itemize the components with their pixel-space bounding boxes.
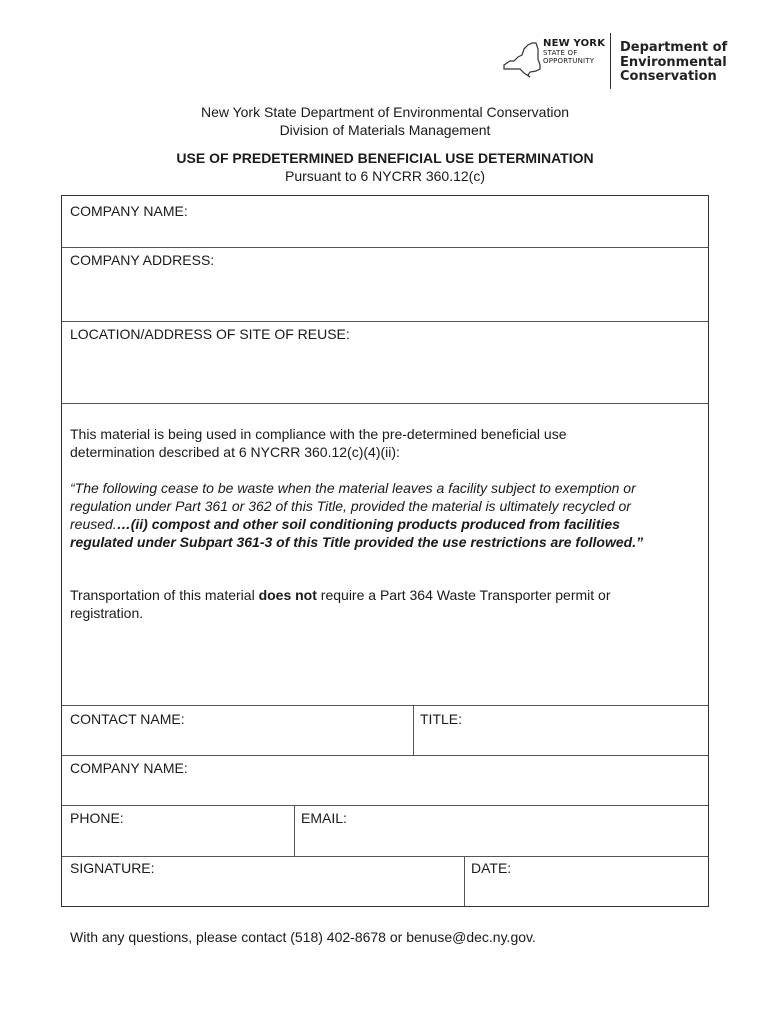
regulation-quote	[70, 479, 695, 551]
divider	[464, 856, 465, 906]
compliance-line: determination described at 6 NYCRR 360.12(c)(4)(ii):	[70, 444, 400, 460]
date-label: DATE:	[471, 860, 512, 876]
quote-line: regulation under Part 361 or 362 of this Title, provided the material is ultimately recycled or	[70, 498, 631, 514]
dec-line1: Department of	[620, 40, 728, 55]
divider	[62, 856, 708, 857]
dec-line2: Environmental	[620, 54, 727, 70]
quote-line: “The following cease to be waste when the material leaves a facility subject to exemption or	[70, 480, 636, 496]
quote-line	[70, 515, 695, 533]
ny-state-name: NEW YORK	[543, 38, 606, 49]
contact-name-label: CONTACT NAME:	[70, 711, 185, 727]
header-agency: New York State Department of Environmental Conservation	[200, 104, 570, 120]
divider	[62, 755, 708, 756]
transport-line: registration.	[70, 605, 144, 621]
ny-opportunity: OPPORTUNITY	[543, 57, 595, 65]
transport-statement	[70, 586, 695, 622]
contact-footer: With any questions, please contact (518) 402-8678 or benuse@dec.ny.gov.	[70, 929, 536, 945]
transport-text: Transportation of this material	[70, 587, 259, 603]
phone-label: PHONE:	[70, 810, 124, 826]
quote-text-bold: …(ii) compost and other soil conditioning products produced from facilities	[116, 516, 620, 532]
company-name-label: COMPANY NAME:	[70, 203, 188, 219]
transport-emphasis: does not	[258, 587, 317, 603]
dec-line3: Conservation	[620, 69, 717, 84]
divider	[62, 805, 708, 806]
site-of-reuse-label: LOCATION/ADDRESS OF SITE OF REUSE:	[70, 326, 350, 342]
nysdec-logo	[498, 33, 728, 93]
page-subtitle: Pursuant to 6 NYCRR 360.12(c)	[285, 168, 485, 184]
new-york-state-outline-icon	[500, 39, 544, 79]
quote-text: reused.	[70, 516, 117, 532]
transport-line	[70, 586, 695, 604]
compliance-line: This material is being used in compliance with the pre-determined beneficial use	[70, 426, 567, 442]
divider	[413, 705, 414, 755]
company-address-label: COMPANY ADDRESS:	[70, 252, 215, 268]
signature-label: SIGNATURE:	[70, 860, 155, 876]
compliance-statement	[70, 425, 695, 461]
divider	[62, 321, 708, 322]
ny-state-of: STATE OF	[543, 49, 578, 57]
page-title: USE OF PREDETERMINED BENEFICIAL USE DETERMINATION	[176, 150, 594, 166]
dec-wordmark	[620, 41, 727, 85]
divider	[62, 705, 708, 706]
divider	[62, 403, 708, 404]
contact-company-name-label: COMPANY NAME:	[70, 760, 188, 776]
title-label: TITLE:	[420, 711, 463, 727]
divider	[62, 247, 708, 248]
logo-divider	[610, 33, 611, 89]
transport-text: require a Part 364 Waste Transporter permit or	[316, 587, 611, 603]
email-label: EMAIL:	[301, 810, 347, 826]
header-division: Division of Materials Management	[279, 122, 491, 138]
divider	[294, 805, 295, 856]
quote-line: regulated under Subpart 361-3 of this Title provided the use restrictions are followed.”	[70, 534, 644, 550]
pbud-form	[61, 195, 709, 907]
ny-state-wordmark	[543, 39, 605, 65]
